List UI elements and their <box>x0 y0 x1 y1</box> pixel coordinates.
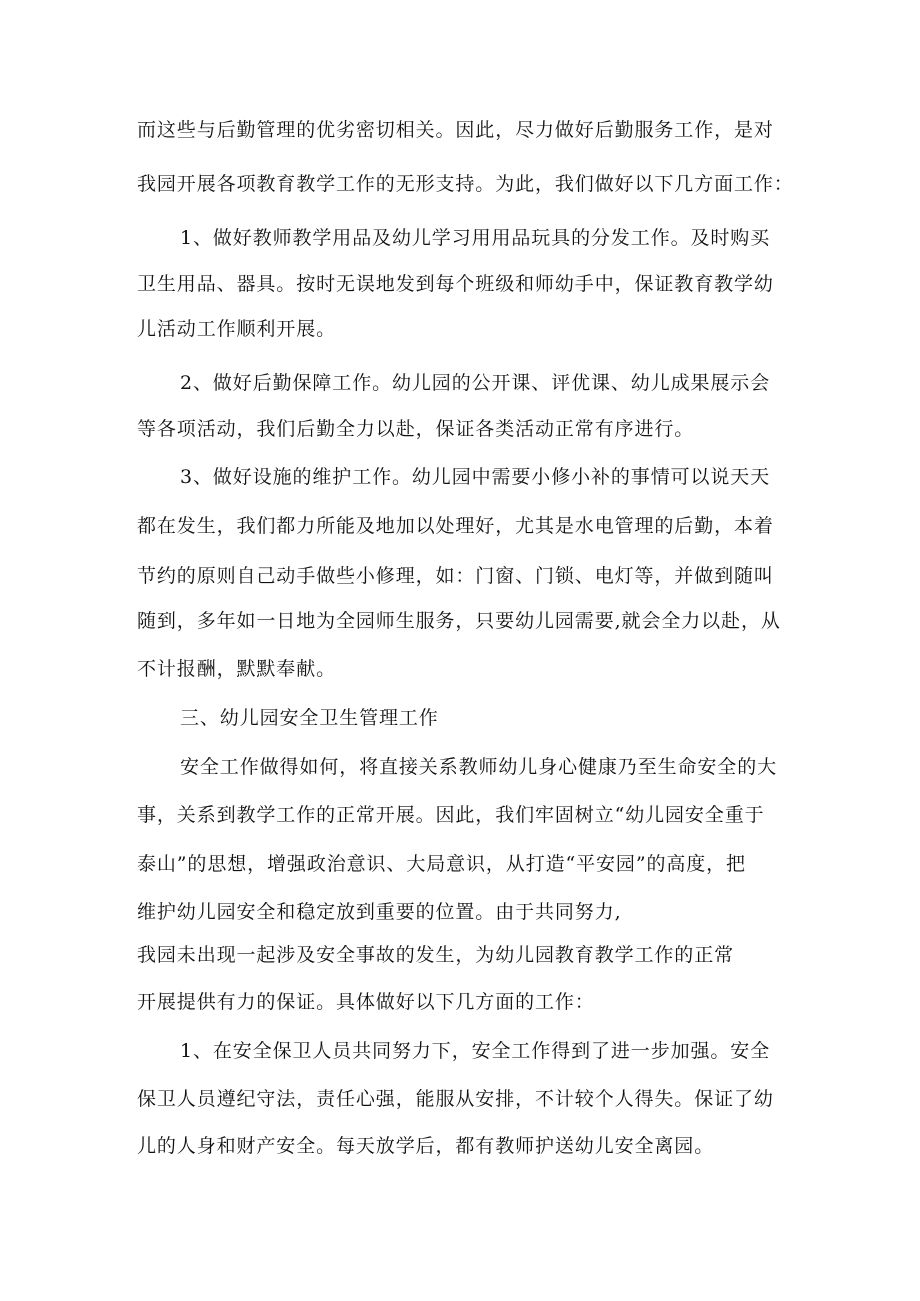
paragraph-line: 卫生用品、器具。按时无误地发到每个班级和师幼手中，保证教育教学幼 <box>137 273 774 295</box>
paragraph-line: 我园开展各项教育教学工作的无形支持。为此，我们做好以下几方面工作： <box>137 173 794 195</box>
paragraph-line: 儿活动工作顺利开展。 <box>137 318 337 340</box>
paragraph-line: 等各项活动，我们后勤全力以赴，保证各类活动正常有序进行。 <box>137 418 695 440</box>
paragraph-line: 都在发生，我们都力所能及地加以处理好，尤其是水电管理的后勤，本着 <box>137 515 774 537</box>
paragraph-line: 开展提供有力的保证。具体做好以下几方面的工作： <box>137 991 595 1013</box>
paragraph-line: 3、做好设施的维护工作。幼儿园中需要小修小补的事情可以说天天 <box>180 466 771 488</box>
paragraph-line: 而这些与后勤管理的优劣密切相关。因此，尽力做好后勤服务工作，是对 <box>137 119 774 141</box>
paragraph-line: 2、做好后勤保障工作。幼儿园的公开课、评优课、幼儿成果展示会 <box>180 372 771 394</box>
section-heading: 三、幼儿园安全卫生管理工作 <box>180 707 439 729</box>
paragraph-line: 维护幼儿园安全和稳定放到重要的位置。由于共同努力, <box>137 901 622 923</box>
paragraph-line: 事，关系到教学工作的正常开展。因此，我们牢固树立“幼儿园安全重于 <box>137 804 765 826</box>
paragraph-line: 不计报酬，默默奉献。 <box>137 658 337 680</box>
paragraph-line: 我园未出现一起涉及安全事故的发生，为幼儿园教育教学工作的正常 <box>137 944 735 966</box>
paragraph-line: 泰山”的思想，增强政治意识、大局意识，从打造“平安园”的高度，把 <box>137 853 746 875</box>
paragraph-line: 1、在安全保卫人员共同努力下，安全工作得到了进一步加强。安全 <box>180 1040 771 1062</box>
paragraph-line: 节约的原则自己动手做些小修理，如：门窗、门锁、电灯等，并做到随叫 <box>137 565 774 587</box>
paragraph-line: 保卫人员遵纪守法，责任心强，能服从安排，不计较个人得失。保证了幼 <box>137 1088 774 1110</box>
paragraph-line: 安全工作做得如何，将直接关系教师幼儿身心健康乃至生命安全的大 <box>180 756 778 778</box>
paragraph-line: 儿的人身和财产安全。每天放学后，都有教师护送幼儿安全离园。 <box>137 1135 715 1157</box>
paragraph-line: 随到，多年如一日地为全园师生服务，只要幼儿园需要,就会全力以赴，从 <box>137 610 781 632</box>
paragraph-line: 1、做好教师教学用品及幼儿学习用用品玩具的分发工作。及时购买 <box>180 227 771 249</box>
